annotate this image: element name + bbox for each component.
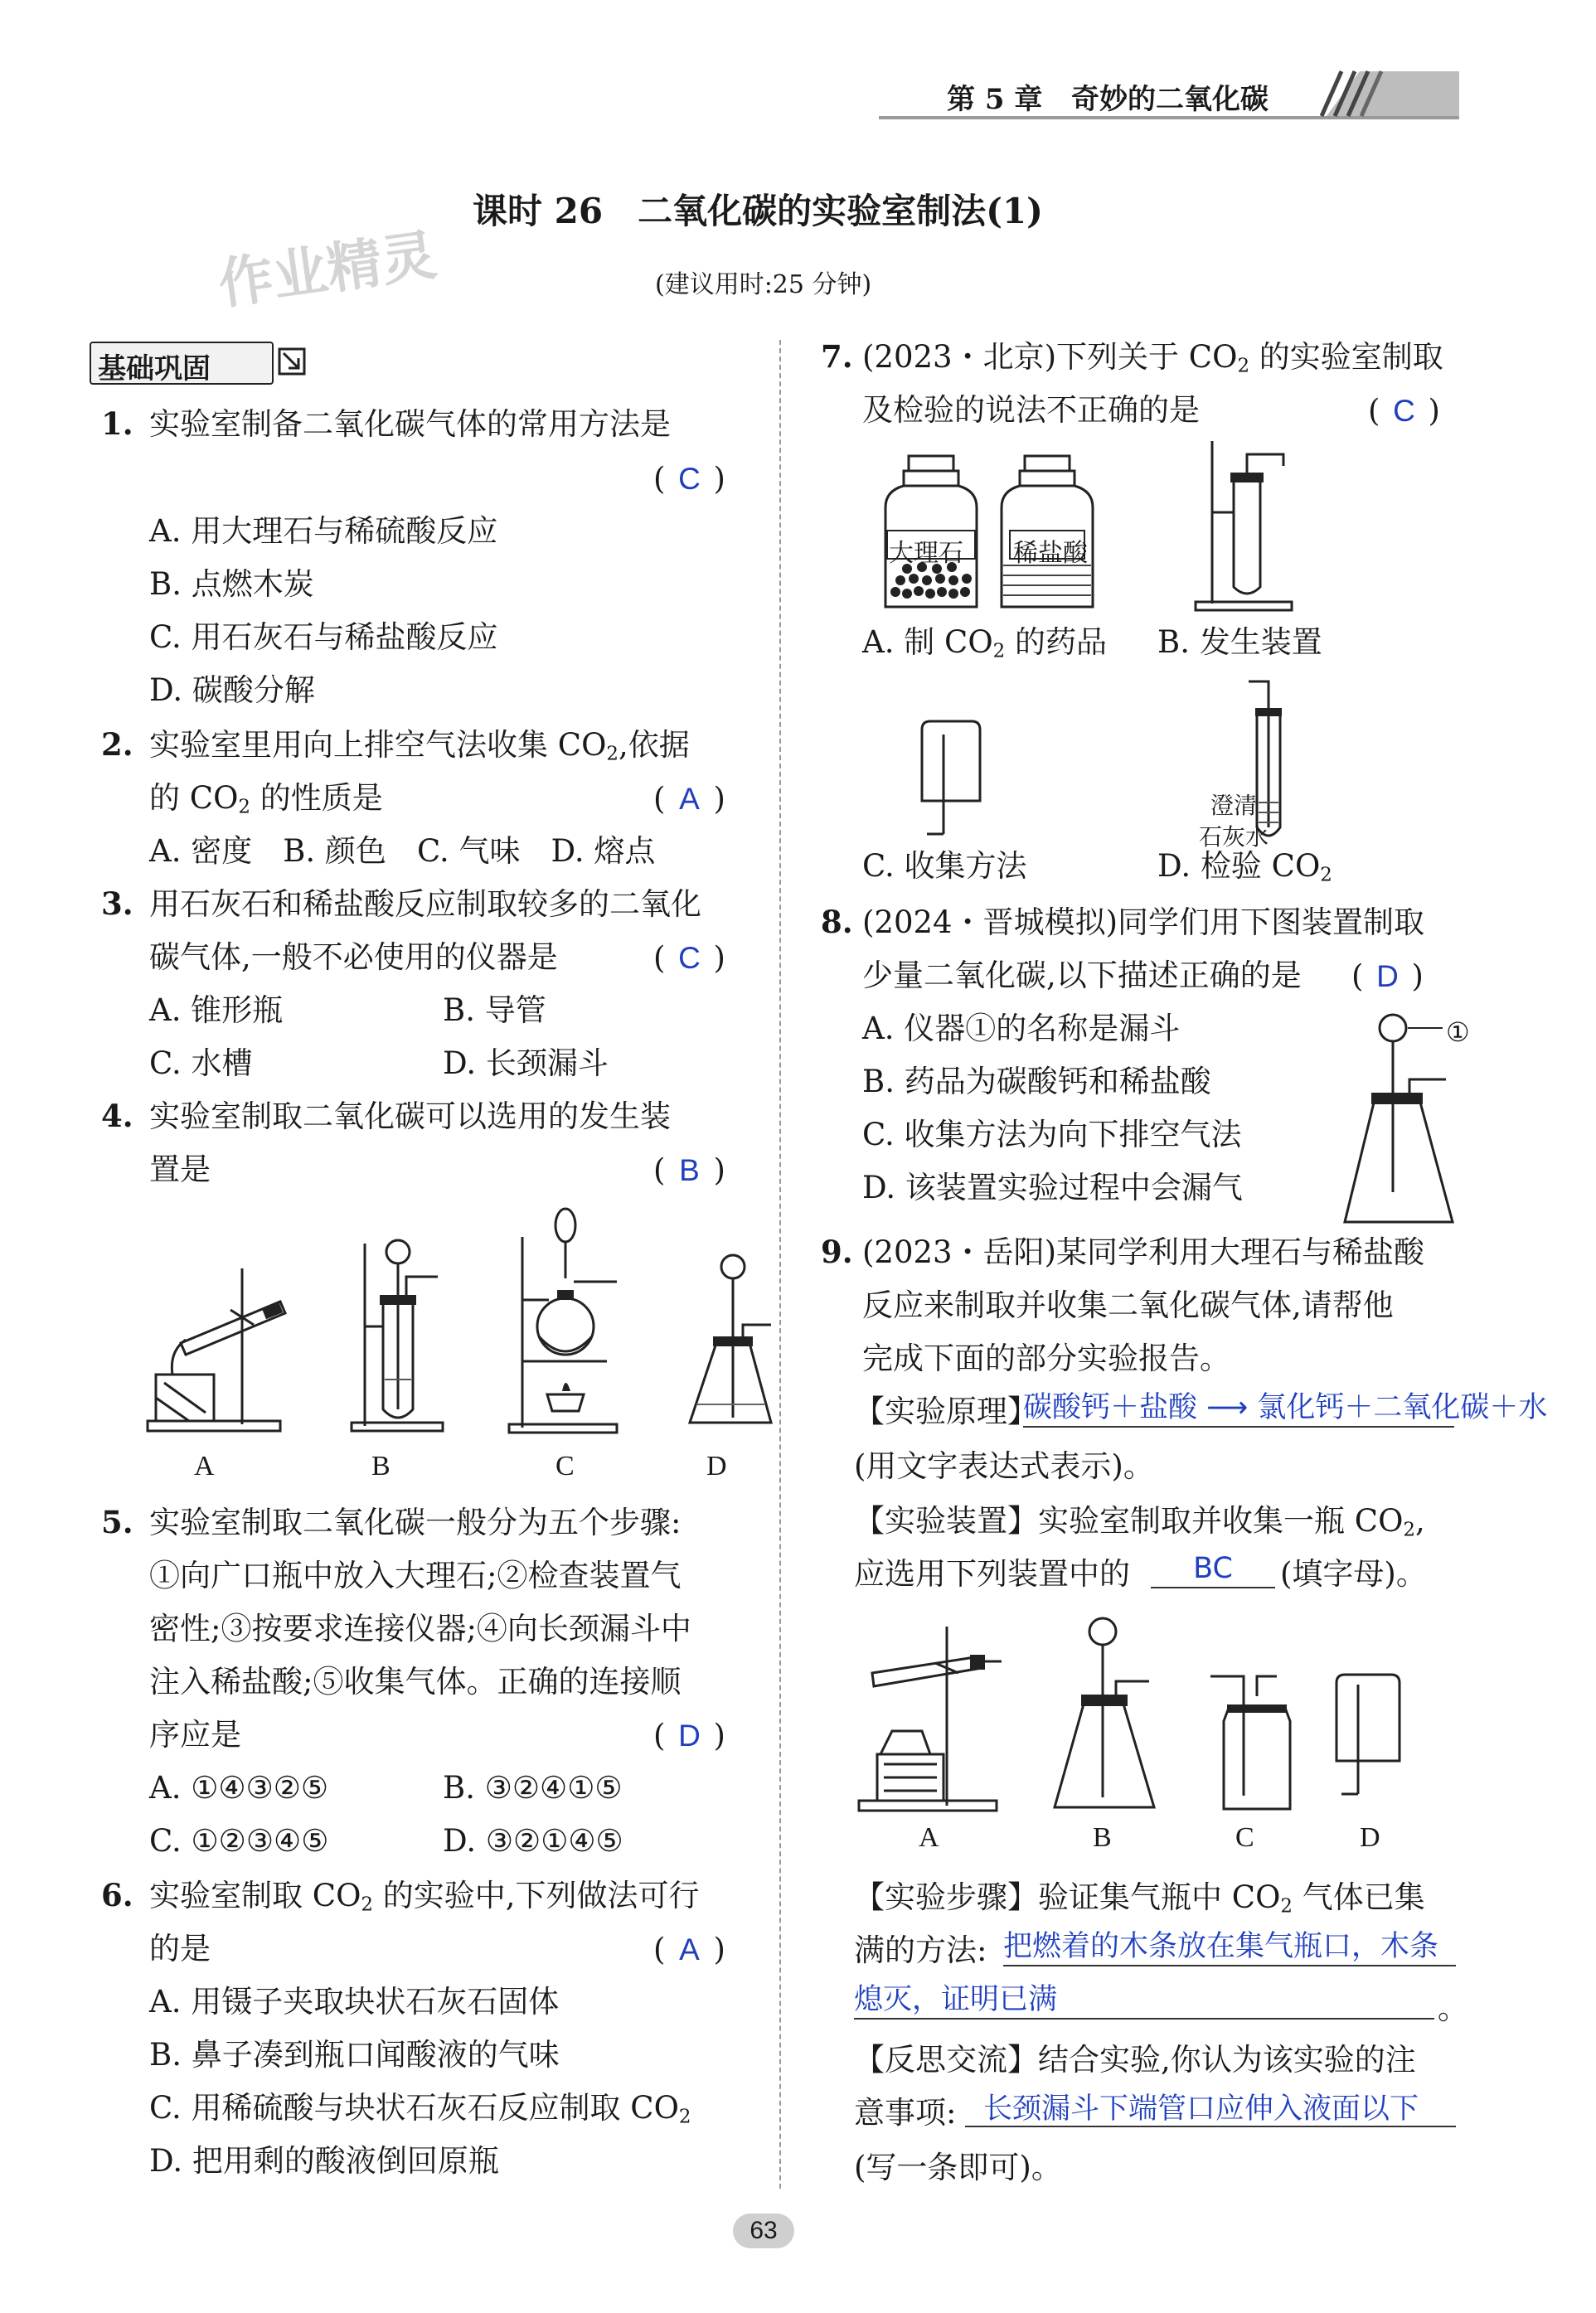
q9-device-line1: 【实验装置】实验室制取并收集一瓶 $CO_2$, bbox=[854, 1503, 1425, 1541]
q6-option-b: B. 鼻子凑到瓶口闻酸液的气味 bbox=[149, 2037, 560, 2073]
q8-option-d: D. 该装置实验过程中会漏气 bbox=[862, 1170, 1243, 1205]
q9-line2: 反应来制取并收集二氧化碳气体,请帮他 bbox=[862, 1287, 1394, 1323]
q5-number: 5. bbox=[101, 1504, 133, 1540]
q9-label-d: D bbox=[1360, 1822, 1380, 1853]
q6-option-a: A. 用镊子夹取块状石灰石固体 bbox=[149, 1984, 560, 2020]
page-number-badge bbox=[733, 2214, 794, 2248]
q7-collection-bottle bbox=[919, 718, 985, 842]
header-stripes-icon bbox=[1310, 71, 1459, 118]
section-tag bbox=[90, 342, 270, 386]
q6-line1: 实验室制取 $CO_2$ 的实验中,下列做法可行 bbox=[149, 1878, 700, 1916]
q5-option-c: C. ①②③④⑤ bbox=[149, 1823, 329, 1859]
q6-option-c: C. 用稀硫酸与块状石灰石反应制取 $CO_2$ bbox=[149, 2090, 691, 2128]
q3-option-c: C. 水槽 bbox=[149, 1045, 253, 1081]
column-divider bbox=[779, 340, 781, 2189]
q6-number: 6. bbox=[101, 1877, 133, 1913]
q8-answer: D bbox=[1376, 959, 1399, 993]
q8-answer-bracket: ( D ) bbox=[1351, 958, 1424, 994]
q9-principle-answer: 碳酸钙＋盐酸 ⟶ 氯化钙＋二氧化碳＋水 bbox=[1023, 1389, 1454, 1428]
q9-label-a: A bbox=[919, 1822, 939, 1853]
q9-line1: (2023・岳阳)某同学利用大理石与稀盐酸 bbox=[862, 1234, 1425, 1270]
q4-apparatus-c bbox=[507, 1204, 632, 1436]
q5-line5: 序应是 bbox=[149, 1717, 241, 1753]
q3-option-b: B. 导管 bbox=[443, 992, 546, 1028]
q9-apparatus-b bbox=[1050, 1615, 1157, 1814]
q3-line1: 用石灰石和稀盐酸反应制取较多的二氧化 bbox=[149, 886, 701, 922]
q4-label-d: D bbox=[706, 1451, 727, 1481]
q7-answer: C bbox=[1393, 394, 1415, 428]
q4-label-b: B bbox=[371, 1451, 391, 1481]
q7-bottle1-label: 大理石 bbox=[889, 539, 963, 568]
q3-option-d: D. 长颈漏斗 bbox=[443, 1045, 609, 1081]
page-number: 63 bbox=[749, 2217, 778, 2244]
q9-device-answer: BC bbox=[1151, 1550, 1275, 1588]
q7-caption-d: D. 检验 $CO_2$ bbox=[1157, 848, 1332, 886]
q4-apparatus-b bbox=[348, 1227, 448, 1434]
q8-number: 8. bbox=[821, 904, 853, 940]
q9-number: 9. bbox=[821, 1234, 853, 1270]
q9-apparatus-a bbox=[856, 1623, 1005, 1814]
q4-apparatus-a bbox=[139, 1244, 289, 1434]
q6-answer-bracket: ( A ) bbox=[653, 1932, 725, 1967]
q8-marker: ① bbox=[1446, 1016, 1470, 1048]
q5-option-b: B. ③②④①⑤ bbox=[443, 1770, 623, 1806]
q4-answer: B bbox=[679, 1153, 700, 1187]
q1-stem: 实验室制备二氧化碳气体的常用方法是 bbox=[149, 406, 671, 442]
q7-number: 7. bbox=[821, 338, 853, 375]
q7-answer-bracket: ( C ) bbox=[1368, 393, 1440, 429]
q6-line2: 的是 bbox=[149, 1931, 211, 1966]
q1-option-d: D. 碳酸分解 bbox=[149, 672, 315, 708]
q8-option-b: B. 药品为碳酸钙和稀盐酸 bbox=[862, 1064, 1211, 1099]
q1-number: 1. bbox=[101, 405, 133, 442]
q4-answer-bracket: ( B ) bbox=[653, 1152, 725, 1188]
q2-line2: 的 $CO_2$ 的性质是 bbox=[149, 780, 383, 818]
q9-steps-line1: 【实验步骤】验证集气瓶中 $CO_2$ 气体已集 bbox=[854, 1879, 1425, 1918]
q1-answer: C bbox=[678, 462, 701, 496]
q8-line2: 少量二氧化碳,以下描述正确的是 bbox=[862, 958, 1302, 993]
q7-bottle2-label: 稀盐酸 bbox=[1013, 539, 1088, 568]
q4-number: 4. bbox=[101, 1098, 133, 1134]
q5-answer-bracket: ( D ) bbox=[653, 1718, 725, 1753]
q3-answer-bracket: ( C ) bbox=[653, 940, 725, 976]
q3-line2: 碳气体,一般不必使用的仪器是 bbox=[149, 939, 558, 975]
q9-reflect-note: (写一条即可)。 bbox=[854, 2150, 1062, 2185]
q9-principle-note: (用文字表达式表示)。 bbox=[854, 1448, 1154, 1484]
q9-steps-line2: 满的方法: bbox=[854, 1932, 987, 1968]
q4-line2: 置是 bbox=[149, 1152, 211, 1187]
q7-line2: 及检验的说法不正确的是 bbox=[862, 392, 1200, 428]
watermark: 作业精灵 bbox=[214, 222, 440, 317]
q4-label-c: C bbox=[555, 1451, 575, 1481]
q8-option-a: A. 仪器①的名称是漏斗 bbox=[862, 1011, 1181, 1046]
q7-caption-c: C. 收集方法 bbox=[862, 848, 1027, 884]
q7-caption-a: A. 制 $CO_2$ 的药品 bbox=[862, 624, 1108, 662]
q4-apparatus-d bbox=[685, 1252, 776, 1434]
arrow-box-icon bbox=[279, 348, 307, 376]
q4-label-a: A bbox=[194, 1451, 215, 1481]
q9-apparatus-c bbox=[1207, 1671, 1298, 1814]
q7-limewater-label1: 澄清 bbox=[1210, 792, 1258, 819]
q5-line3: 密性;③按要求连接仪器;④向长颈漏斗中 bbox=[149, 1611, 691, 1646]
q7-caption-b: B. 发生装置 bbox=[1157, 624, 1322, 660]
q3-answer: C bbox=[678, 941, 701, 975]
q9-reflect-line1: 【反思交流】结合实验,你认为该实验的注 bbox=[854, 2042, 1416, 2078]
q3-number: 3. bbox=[101, 885, 133, 922]
section-title: 基础巩固 bbox=[98, 352, 211, 386]
q6-option-d: D. 把用剩的酸液倒回原瓶 bbox=[149, 2143, 499, 2179]
lesson-title: 课时 26 二氧化碳的实验室制法(1) bbox=[473, 191, 1044, 231]
q1-option-c: C. 用石灰石与稀盐酸反应 bbox=[149, 619, 498, 655]
q2-line1: 实验室里用向上排空气法收集 $CO_2$,依据 bbox=[149, 727, 690, 765]
q7-limewater-label2: 石灰水 bbox=[1199, 823, 1269, 851]
q5-option-a: A. ①④③②⑤ bbox=[149, 1770, 329, 1806]
q9-steps-answer2: 熄灭，证明已满 bbox=[854, 1981, 1434, 2020]
q5-line4: 注入稀盐酸;⑤收集气体。正确的连接顺 bbox=[149, 1664, 682, 1700]
q9-label-c: C bbox=[1235, 1822, 1254, 1853]
q7-generator-setup bbox=[1192, 438, 1300, 612]
q5-answer: D bbox=[678, 1719, 701, 1753]
q5-option-d: D. ③②①④⑤ bbox=[443, 1823, 623, 1859]
chapter-title: 奇妙的二氧化碳 bbox=[1071, 83, 1269, 116]
q2-answer: A bbox=[679, 782, 700, 816]
q9-steps-end: 。 bbox=[1438, 1991, 1468, 2026]
q1-answer-bracket: ( C ) bbox=[653, 461, 725, 497]
q5-line1: 实验室制取二氧化碳一般分为五个步骤: bbox=[149, 1505, 682, 1540]
q9-principle-label: 【实验原理】 bbox=[854, 1394, 1038, 1429]
q1-option-b: B. 点燃木炭 bbox=[149, 566, 314, 602]
q2-number: 2. bbox=[101, 726, 133, 763]
q4-line1: 实验室制取二氧化碳可以选用的发生装 bbox=[149, 1098, 671, 1134]
q9-device-line2b: (填字母)。 bbox=[1280, 1556, 1427, 1592]
q9-label-b: B bbox=[1093, 1822, 1112, 1853]
chapter-number: 第 5 章 bbox=[947, 83, 1043, 116]
q7-line1: (2023・北京)下列关于 $CO_2$ 的实验室制取 bbox=[862, 339, 1443, 377]
q5-line2: ①向广口瓶中放入大理石;②检查装置气 bbox=[149, 1558, 682, 1593]
q6-answer: A bbox=[679, 1932, 700, 1966]
q9-line3: 完成下面的部分实验报告。 bbox=[862, 1341, 1230, 1376]
q3-option-a: A. 锥形瓶 bbox=[149, 992, 284, 1028]
q1-option-a: A. 用大理石与稀硫酸反应 bbox=[149, 513, 498, 549]
chapter-header bbox=[879, 73, 1459, 121]
q2-answer-bracket: ( A ) bbox=[653, 781, 725, 817]
time-hint: (建议用时:25 分钟) bbox=[655, 270, 872, 299]
q9-apparatus-d bbox=[1333, 1670, 1404, 1811]
q9-reflect-answer: 长颈漏斗下端管口应伸入液面以下 bbox=[965, 2091, 1456, 2127]
q8-line1: (2024・晋城模拟)同学们用下图装置制取 bbox=[862, 904, 1425, 940]
q9-device-line2a: 应选用下列装置中的 bbox=[854, 1556, 1130, 1592]
q8-option-c: C. 收集方法为向下排空气法 bbox=[862, 1117, 1242, 1152]
q2-options: A. 密度 B. 颜色 C. 气味 D. 熔点 bbox=[149, 833, 656, 869]
q9-steps-answer1: 把燃着的木条放在集气瓶口，木条 bbox=[1003, 1928, 1456, 1966]
q9-reflect-line2: 意事项: bbox=[854, 2095, 957, 2131]
